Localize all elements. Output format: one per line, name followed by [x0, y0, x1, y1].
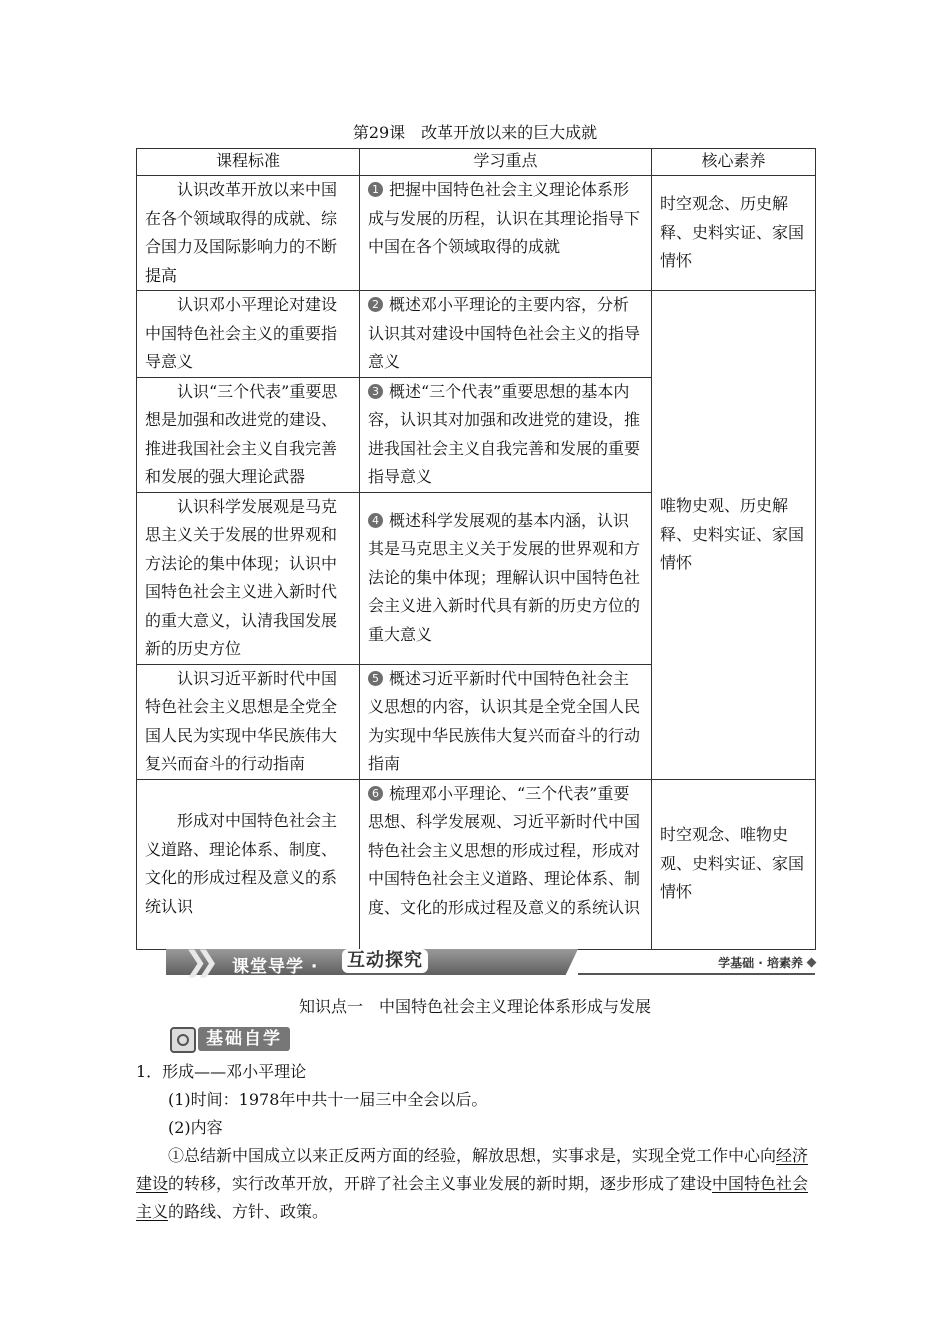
standard-cell: 认识科学发展观是马克思主义关于发展的世界观和方法论的集中体现；认识中国特色社会主义进入新时代的重大意义，认清我国发展新的历史方位	[137, 492, 360, 664]
section-tag	[168, 1024, 308, 1054]
para-text: 的转移，实行改革开放，开辟了社会主义事业发展的新时期，逐步形成了建设	[168, 1174, 713, 1193]
focus-cell	[360, 492, 652, 664]
number-badge-icon: 3	[368, 384, 383, 399]
number-badge-icon: 1	[368, 182, 383, 197]
standard-cell: 认识改革开放以来中国在各个领域取得的成就、综合国力及国际影响力的不断提高	[137, 176, 360, 291]
table-header-row	[137, 149, 816, 176]
table-row	[137, 176, 816, 291]
para-text: 的路线、方针、政策。	[168, 1202, 329, 1221]
banner-title-highlight: 互动探究	[342, 949, 428, 973]
section-banner	[136, 944, 815, 978]
underlined-term: 经济建设	[136, 1146, 809, 1193]
literacy-cell: 时空观念、唯物史观、史料实证、家国情怀	[652, 779, 816, 949]
heading-formation: 1．形成——邓小平理论	[136, 1062, 307, 1081]
focus-cell	[360, 664, 652, 779]
banner-rule	[578, 973, 815, 975]
focus-cell	[360, 176, 652, 291]
standard-cell: 认识习近平新时代中国特色社会主义思想是全党全国人民为实现中华民族伟大复兴而奋斗的行动指南	[137, 664, 360, 779]
number-badge-icon: 6	[368, 786, 383, 801]
book-icon	[170, 1027, 196, 1053]
header-focus: 学习重点	[360, 149, 652, 176]
curriculum-table	[136, 148, 816, 950]
content-label: (2)内容	[168, 1118, 223, 1137]
focus-text: 梳理邓小平理论、“三个代表”重要思想、科学发展观、习近平新时代中国特色社会主义思想的形成过程，形成对中国特色社会主义道路、理论体系、制度、文化的形成过程及意义的系统认识	[368, 783, 641, 917]
banner-subtitle: 学基础 · 培素养	[718, 956, 803, 970]
table-row	[137, 779, 816, 949]
diamond-icon	[807, 958, 817, 968]
section-tag-label: 基础自学	[198, 1027, 290, 1051]
literacy-cell: 时空观念、历史解释、史料实证、家国情怀	[652, 176, 816, 291]
focus-text: 把握中国特色社会主义理论体系形成与发展的历程，认识在其理论指导下中国在各个领域取得的成就	[368, 180, 641, 256]
standard-cell: 认识“三个代表”重要思想是加强和改进党的建设、推进我国社会主义自我完善和发展的强大理论武器	[137, 377, 360, 492]
number-badge-icon: 4	[368, 513, 383, 528]
banner-title: 课堂导学 ·	[232, 957, 319, 977]
para-text: ①总结新中国成立以来正反两方面的经验，解放思想，实事求是，实现全党工作中心向	[168, 1146, 777, 1165]
focus-text: 概述习近平新时代中国特色社会主义思想的内容，认识其是全党全国人民为实现中华民族伟大复兴而奋斗的行动指南	[368, 668, 641, 773]
literacy-cell: 唯物史观、历史解释、史料实证、家国情怀	[652, 291, 816, 780]
lesson-title: 第29课 改革开放以来的巨大成就	[352, 123, 598, 142]
content-paragraph	[136, 1142, 816, 1226]
focus-text: 概述“三个代表”重要思想的基本内容，认识其对加强和改进党的建设，推进我国社会主义自我完善和发展的重要指导意义	[368, 381, 641, 486]
double-chevron-icon: ❯❯	[184, 945, 207, 978]
underlined-term: 中国特色社会主义	[136, 1174, 809, 1221]
knowledge-point-heading: 知识点一 中国特色社会主义理论体系形成与发展	[298, 997, 651, 1016]
number-badge-icon: 2	[368, 297, 383, 312]
time-line: (1)时间：1978年中共十一届三中全会以后。	[168, 1090, 488, 1109]
focus-cell	[360, 779, 652, 949]
standard-cell: 认识邓小平理论对建设中国特色社会主义的重要指导意义	[137, 291, 360, 378]
focus-text: 概述科学发展观的基本内涵，认识其是马克思主义关于发展的世界观和方法论的集中体现；理解认识中国特色社会主义进入新时代具有新的历史方位的重大意义	[368, 510, 641, 644]
number-badge-icon: 5	[368, 671, 383, 686]
header-standard: 课程标准	[137, 149, 360, 176]
standard-cell: 形成对中国特色社会主义道路、理论体系、制度、文化的形成过程及意义的系统认识	[137, 779, 360, 949]
focus-cell	[360, 291, 652, 378]
table-row	[137, 291, 816, 378]
focus-text: 概述邓小平理论的主要内容，分析认识其对建设中国特色社会主义的指导意义	[368, 295, 641, 371]
focus-cell	[360, 377, 652, 492]
header-literacy: 核心素养	[652, 149, 816, 176]
